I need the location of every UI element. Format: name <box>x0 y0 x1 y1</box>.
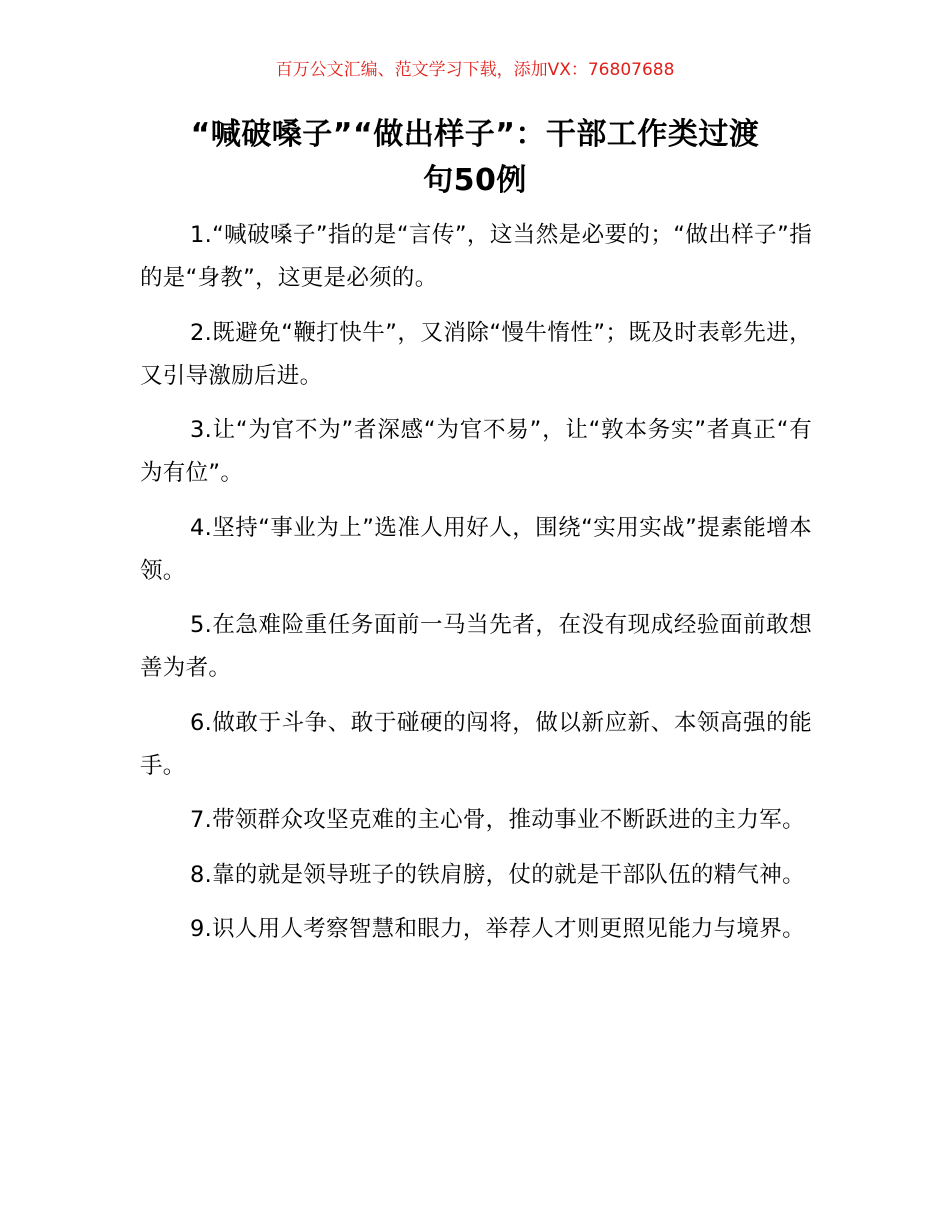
document-body <box>140 214 812 963</box>
promo-header: 百万公文汇编、范文学习下载，添加VX：76807688 <box>275 60 675 80</box>
paragraph-1: 1.“喊破嗓子”指的是“言传”，这当然是必要的；“做出样子”指的是“身教”，这更是必须的。 <box>140 222 812 291</box>
title-line-1: “喊破嗓子”“做出样子”：干部工作类过渡 <box>190 117 760 152</box>
paragraph-9: 9.识人用人考察智慧和眼力，举荐人才则更照见能力与境界。 <box>190 916 805 942</box>
title-line-2: 句50例 <box>423 163 527 198</box>
paragraph-7: 7.带领群众攻坚克难的主心骨，推动事业不断跃进的主力军。 <box>190 807 805 833</box>
paragraph-5: 5.在急难险重任务面前一马当先者，在没有现成经验面前敢想善为者。 <box>140 612 812 681</box>
paragraph-8: 8.靠的就是领导班子的铁肩膀，仗的就是干部队伍的精气神。 <box>190 861 805 888</box>
paragraph-6: 6.做敢于斗争、敢于碰硬的闯将，做以新应新、本领高强的能手。 <box>140 709 812 779</box>
paragraph-2: 2.既避免“鞭打快牛”，又消除“慢牛惰性”；既及时表彰先进，又引导激励后进。 <box>140 319 812 389</box>
paragraph-4: 4.坚持“事业为上”选准人用好人，围绕“实用实战”提素能增本领。 <box>140 514 812 584</box>
document-title <box>130 112 820 204</box>
paragraph-3: 3.让“为官不为”者深感“为官不易”，让“敦本务实”者真正“有为有位”。 <box>140 417 812 486</box>
